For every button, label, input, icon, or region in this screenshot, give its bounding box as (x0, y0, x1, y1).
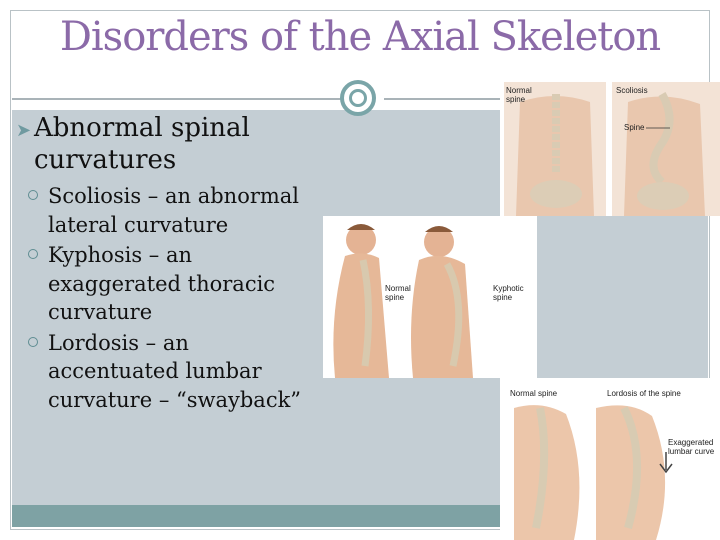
bullet-text: Kyphosis – an exaggerated thoracic curvature (48, 243, 276, 324)
divider-ring-ornament (340, 80, 376, 116)
label-exaggerated-lumbar-curve: Exaggerated lumbar curve (668, 438, 715, 456)
bullet-kyphosis (16, 241, 316, 327)
label-normal-spine: Normal spine (510, 389, 558, 398)
bullet-text: Lordosis – an accentuated lumbar curvature – “swayback” (48, 330, 302, 412)
label-kyphotic-spine: Kyphotic spine (493, 284, 524, 302)
lordosis-illustration (500, 378, 720, 540)
label-lordosis-of-spine: Lordosis of the spine (607, 389, 681, 398)
label-spine: Spine (624, 123, 645, 132)
kyphosis-illustration (323, 216, 537, 378)
label-scoliosis: Scoliosis (616, 86, 648, 95)
bullet-circle-icon (28, 337, 38, 347)
lordosis-drawing (500, 378, 720, 540)
main-bullet-text: Abnormal spinal curvatures (34, 113, 250, 175)
scoliosis-illustration (500, 82, 720, 216)
slide-body (16, 110, 316, 414)
title-divider-right (384, 98, 500, 100)
bullet-circle-icon (28, 249, 38, 259)
bullet-arrow-icon: ➤ (16, 120, 32, 141)
slide-title: Disorders of the Axial Skeleton (59, 14, 661, 60)
bullet-text: Scoliosis – an abnormal lateral curvature (48, 184, 300, 237)
bullet-lordosis (16, 329, 316, 415)
bullet-scoliosis (16, 182, 316, 239)
label-normal-spine: Normal spine (385, 284, 411, 302)
title-divider-left (12, 98, 342, 100)
label-normal-spine: Normal spine (506, 86, 532, 104)
main-bullet (16, 112, 316, 176)
bullet-circle-icon (28, 190, 38, 200)
